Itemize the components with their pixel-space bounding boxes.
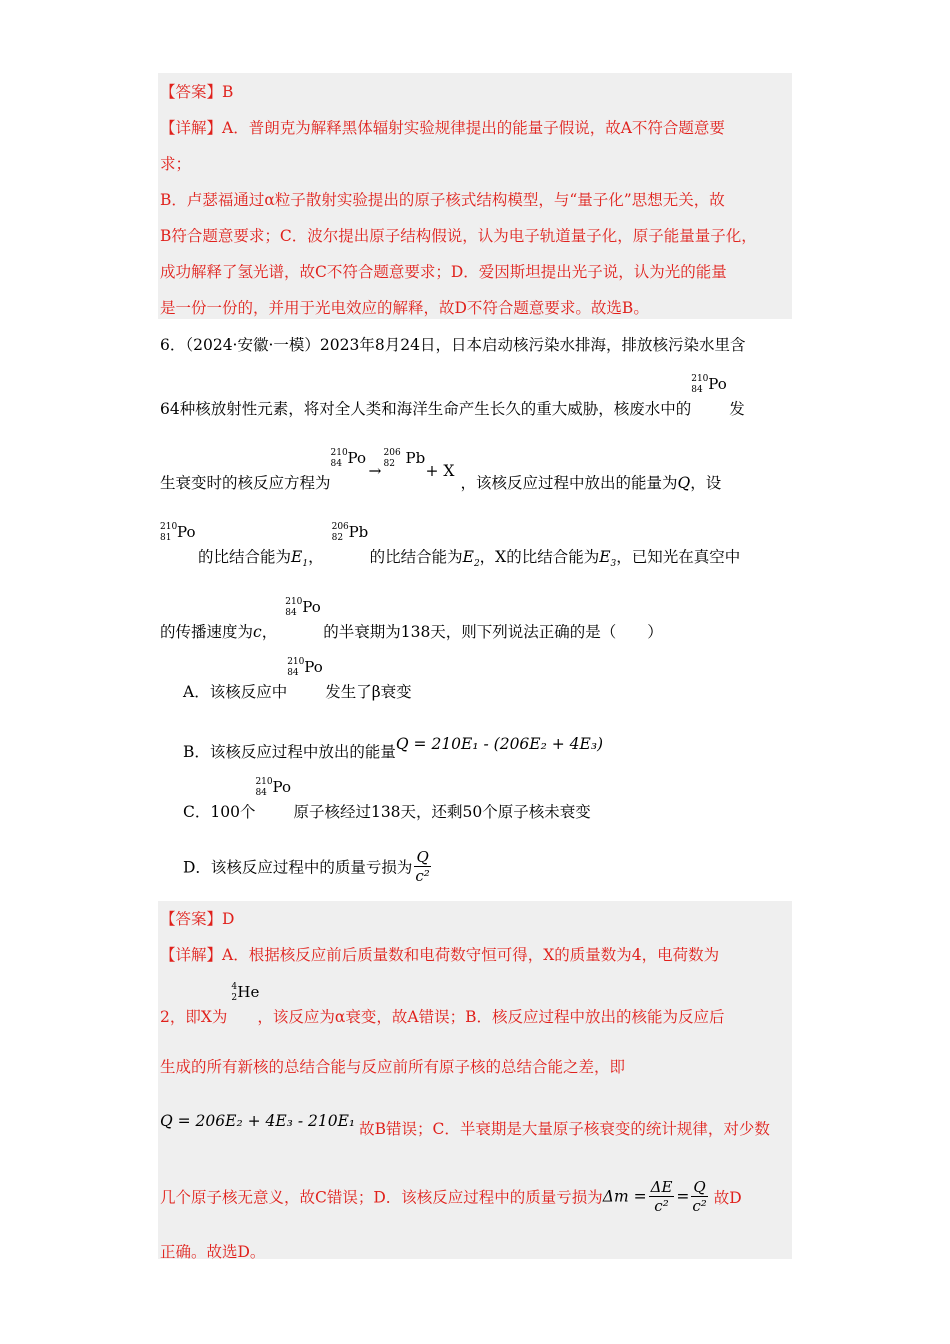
formula-b: Q = 210E₁ - (206E₂ + 4E₃) [395, 735, 604, 753]
detail-line: 2，即X为 4 2 He ，该反应为α衰变，故A错误；B．核反应过程中放出的核能为反应后 [160, 982, 725, 1026]
nuclide-po-210: 210 84 Po [255, 777, 291, 798]
question-line: 210 81 Po 的比结合能为$E_1$， 206 82 Pb 的比结合能为$E_2$，X的比结合能为$E_3$，已知光在真空中 [160, 522, 741, 570]
detail-line: B．卢瑟福通过α粒子散射实验提出的原子核式结构模型，与“量子化”思想无关，故 [160, 191, 725, 209]
detail-text: A．普朗克为解释黑体辐射实验规律提出的能量子假说，故A不符合题意要 [222, 119, 725, 137]
answer-label: 【答案】D [160, 910, 235, 928]
nuclide-po-210: 210 84 Po [330, 448, 367, 469]
fraction-q-c2: $\frac{Q}{\text{c²}}$ [415, 848, 430, 885]
option-a[interactable]: A．该核反应中 210 84 Po 发生了β衰变 [183, 657, 412, 701]
detail-line: 几个原子核无意义，故C错误；D．该核反应过程中的质量亏损为Δm = $\frac{\Delta E}{\text{c²}}$ = $\frac{Q}{\text{c²}}$ 故D [160, 1178, 742, 1215]
detail-label: 【详解】 [160, 946, 223, 964]
nuclide-po-210: 210 84 Po [285, 597, 321, 618]
reaction-plus-x: + X [425, 462, 455, 480]
fraction-q-c2: $\frac{Q}{\text{c²}}$ [692, 1178, 707, 1215]
answer-label: 【答案】B [160, 83, 234, 101]
nuclide-po-210: 210 84 Po [287, 657, 323, 678]
detail-line [160, 116, 725, 138]
detail-line: B符合题意要求；C．波尔提出原子结构假说，认为电子轨道量子化，原子能量量子化， [160, 227, 757, 245]
detail-line: Q = 206E₂ + 4E₃ - 210E₁ 故B错误；C．半衰期是大量原子核衰变的统计规律，对少数 [160, 1112, 770, 1138]
nuclide-po-210: 210 84 Po [691, 374, 727, 395]
reaction-arrow: → [368, 462, 382, 480]
question-line: 生衰变时的核反应方程为 210 84 Po → 206 82 Pb + X，该核反应过程中放出的能量为Q，设 [160, 448, 722, 492]
detail-label: 【详解】 [160, 119, 223, 137]
option-b[interactable]: B．该核反应过程中放出的能量Q = 210E₁ - (206E₂ + 4E₃) [183, 735, 604, 761]
nuclide-po-210: 210 81 Po [160, 522, 196, 543]
detail-line: 求； [160, 155, 192, 173]
detail-line: 正确。故选D。 [160, 1243, 266, 1261]
option-d[interactable]: D．该核反应过程中的质量亏损为 $\frac{Q}{\text{c²}}$ [183, 848, 430, 885]
option-c[interactable]: C．100个 210 84 Po 原子核经过138天，还剩50个原子核未衰变 [183, 777, 591, 821]
nuclide-he-4: 4 2 He [231, 982, 260, 1003]
detail-line: 是一份一份的，并用于光电效应的解释，故D不符合题意要求。故选B。 [160, 299, 649, 317]
detail-line: 【详解】A．根据核反应前后质量数和电荷数守恒可得，X的质量数为4，电荷数为 [160, 946, 720, 964]
question-line: 64种核放射性元素，将对全人类和海洋生命产生长久的重大威胁，核废水中的 210 84 Po 发 [160, 374, 745, 418]
detail-line: 生成的所有新核的总结合能与反应前所有原子核的总结合能之差，即 [160, 1058, 626, 1076]
nuclide-pb-206: 206 82 Pb [331, 522, 369, 543]
detail-line: 成功解释了氢光谱，故C不符合题意要求；D．爱因斯坦提出光子说，认为光的能量 [160, 263, 727, 281]
fraction-de-c2: $\frac{\Delta E}{\text{c²}}$ [650, 1178, 673, 1215]
nuclide-pb-206: 206 82 Pb [383, 448, 426, 469]
question-line: 6．（2024·安徽·一模）2023年8月24日，日本启动核污染水排海，排放核污染水里含 [160, 336, 746, 354]
question-line: 的传播速度为c， 210 84 Po 的半衰期为138天，则下列说法正确的是（ ） [160, 597, 663, 641]
formula-q: Q = 206E₂ + 4E₃ - 210E₁ [160, 1112, 356, 1130]
